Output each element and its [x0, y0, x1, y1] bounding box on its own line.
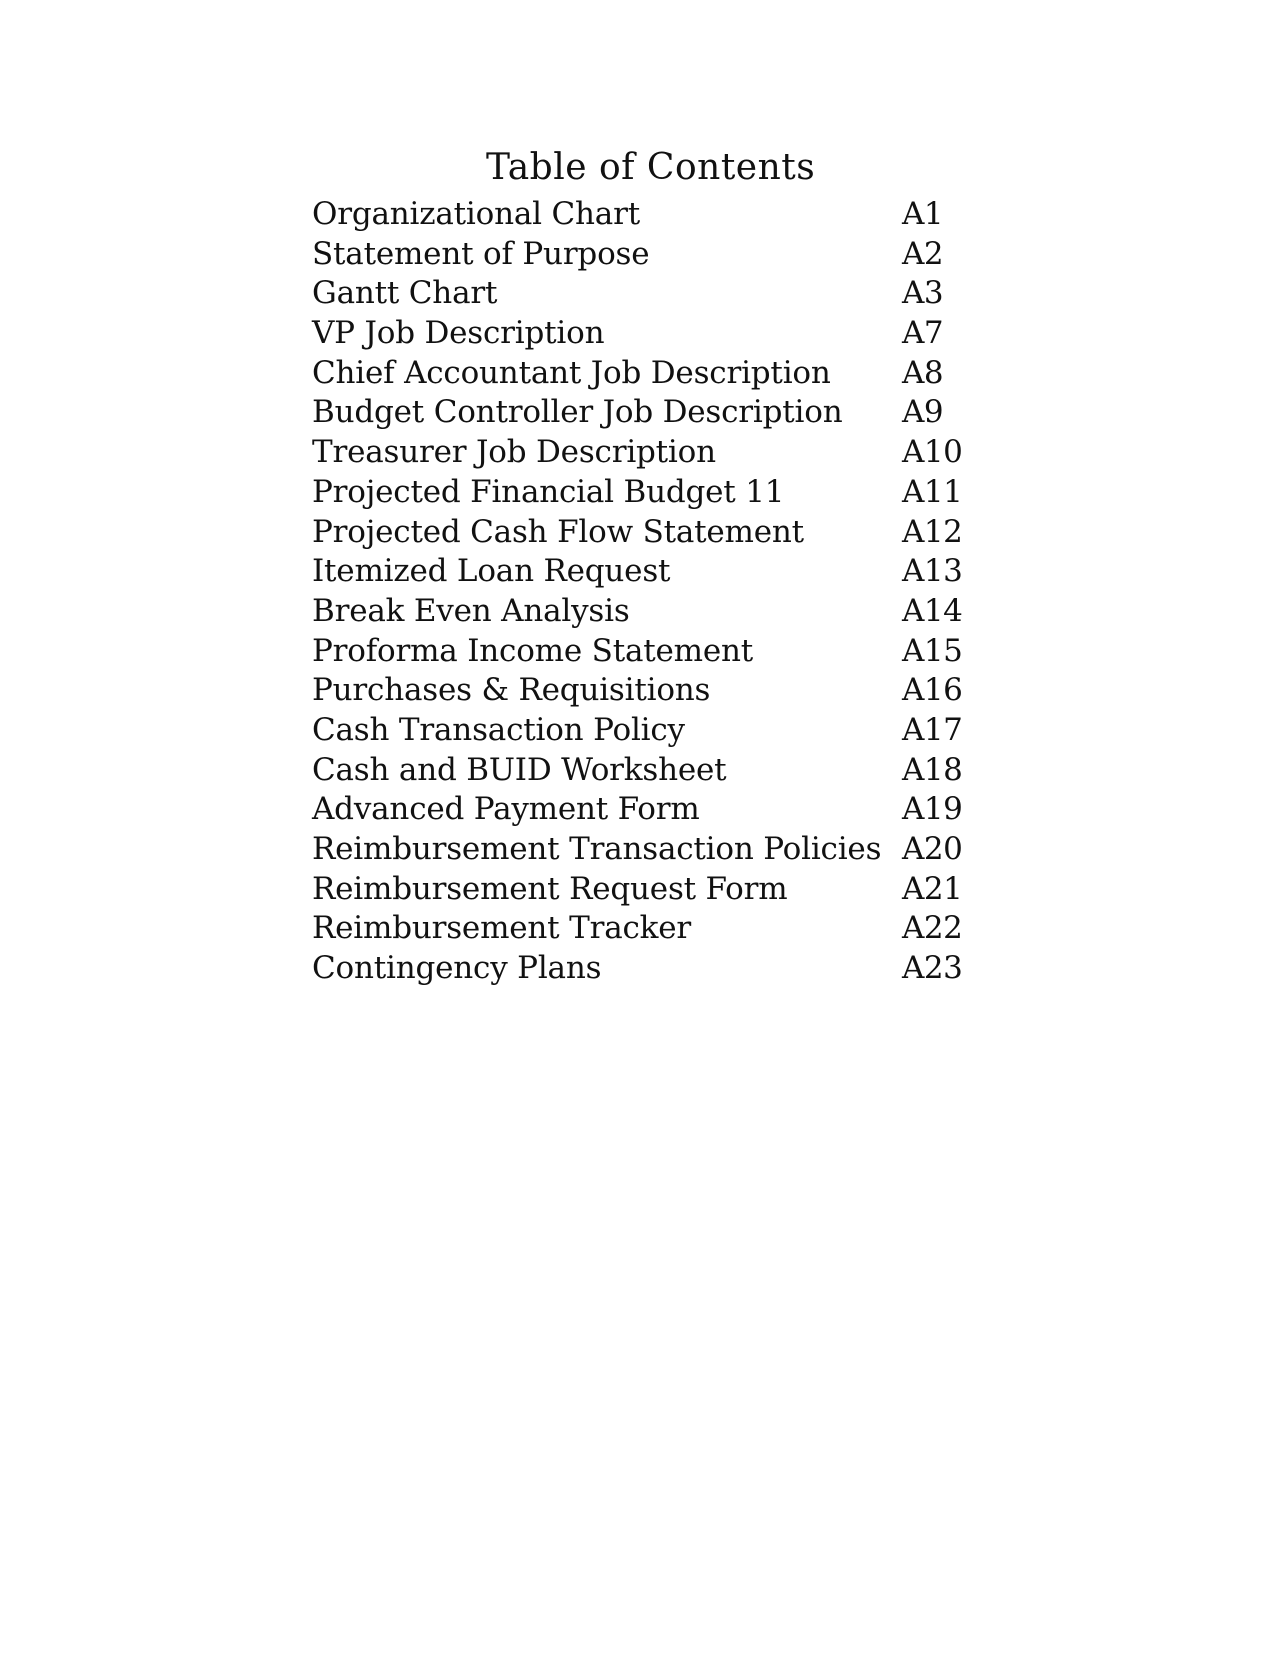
toc-entry-page: A23	[902, 950, 963, 987]
toc-entry-page: A8	[902, 354, 944, 391]
toc-entry	[312, 948, 992, 988]
toc-entry-label: Gantt Chart	[312, 275, 498, 312]
toc-list	[312, 194, 992, 988]
toc-entry	[312, 591, 992, 631]
toc-entry-page: A10	[902, 434, 963, 471]
toc-entry-page: A2	[902, 235, 944, 272]
toc-entry-page: A12	[902, 513, 963, 550]
toc-entry-label: Statement of Purpose	[312, 235, 650, 272]
toc-entry-page: A18	[902, 751, 963, 788]
toc-entry-page: A3	[902, 275, 944, 312]
toc-entry-page: A9	[902, 394, 944, 431]
toc-entry	[312, 392, 992, 432]
toc-entry-page: A19	[902, 791, 963, 828]
toc-entry	[312, 273, 992, 313]
toc-entry-label: Break Even Analysis	[312, 592, 630, 629]
toc-entry	[312, 789, 992, 829]
toc-entry-label: Cash Transaction Policy	[312, 711, 685, 748]
toc-entry	[312, 472, 992, 512]
toc-entry-page: A11	[902, 473, 963, 510]
toc-entry-label: Cash and BUID Worksheet	[312, 751, 727, 788]
toc-entry	[312, 512, 992, 552]
toc-entry-label: VP Job Description	[312, 315, 605, 352]
toc-entry-page: A16	[902, 672, 963, 709]
toc-entry	[312, 631, 992, 671]
toc-entry-label: Organizational Chart	[312, 196, 640, 232]
toc-entry-label: Reimbursement Transaction Policies	[312, 831, 882, 867]
toc-entry	[312, 234, 992, 274]
toc-entry-label: Purchases & Requisitions	[312, 672, 711, 709]
toc-entry-page: A17	[902, 711, 963, 748]
toc-entry-label: Proforma Income Statement	[312, 632, 754, 669]
toc-entry-page: A13	[902, 553, 963, 590]
toc-entry-label: Itemized Loan Request	[312, 553, 671, 590]
toc-entry-label: Budget Controller Job Description	[312, 394, 843, 431]
toc-entry-page: A22	[902, 910, 963, 947]
toc-entry-label: Chief Accountant Job Description	[312, 354, 831, 391]
toc-entry-page: A7	[902, 315, 944, 352]
toc-entry	[312, 194, 992, 234]
toc-entry	[312, 432, 992, 472]
toc-entry-label: Projected Financial Budget 11	[312, 473, 785, 510]
toc-entry-label: Contingency Plans	[312, 950, 602, 987]
toc-entry	[312, 710, 992, 750]
toc-entry-label: Projected Cash Flow Statement	[312, 513, 804, 550]
toc-entry	[312, 353, 992, 393]
toc-entry-label: Advanced Payment Form	[312, 791, 700, 828]
toc-entry-label: Reimbursement Tracker	[312, 910, 691, 947]
toc-entry	[312, 908, 992, 948]
page-title: Table of Contents	[486, 147, 816, 188]
toc-entry-page: A14	[902, 592, 963, 629]
toc-entry	[312, 551, 992, 591]
toc-entry-page: A21	[902, 870, 963, 907]
toc-entry-label: Reimbursement Request Form	[312, 870, 788, 907]
toc-entry	[312, 670, 992, 710]
toc-entry-page: A15	[902, 632, 963, 669]
toc-entry	[312, 313, 992, 353]
toc-entry	[312, 829, 992, 869]
toc-entry	[312, 750, 992, 790]
toc-entry-page: A1	[902, 196, 944, 232]
toc-entry	[312, 869, 992, 909]
toc-entry-page: A20	[902, 831, 963, 867]
toc-entry-label: Treasurer Job Description	[312, 434, 716, 471]
